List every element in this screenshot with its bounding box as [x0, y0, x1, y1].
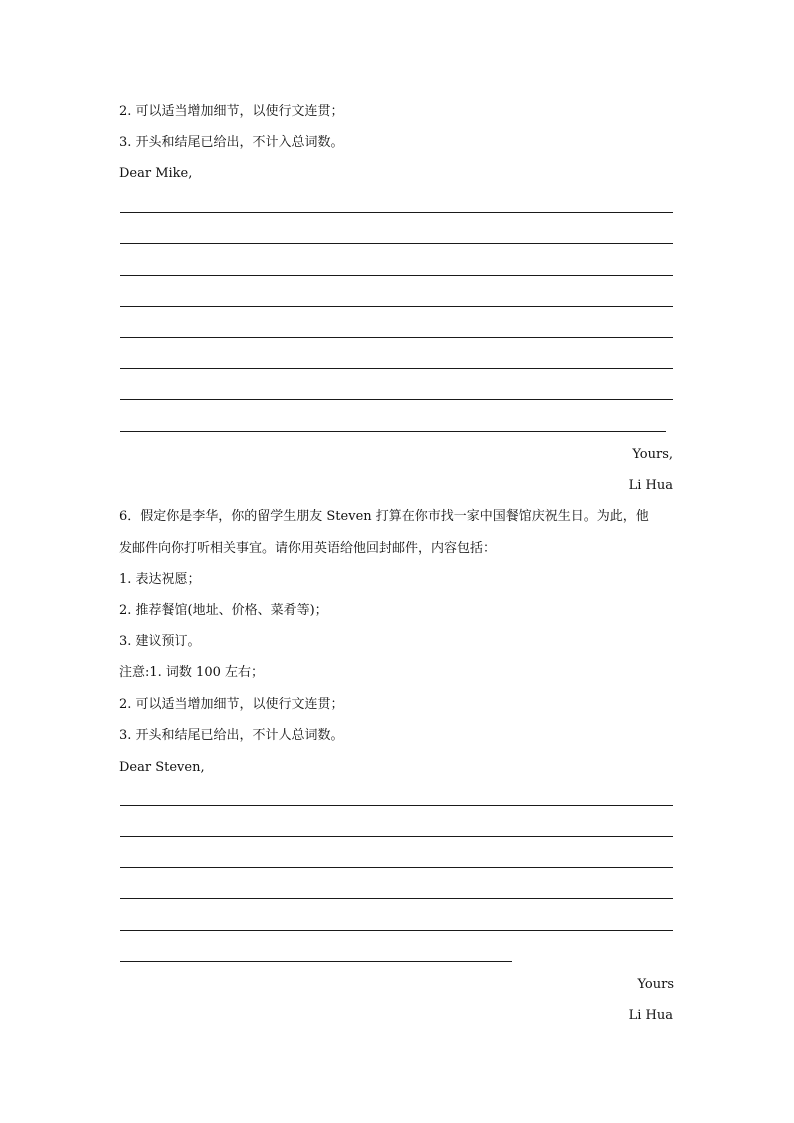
- section6-closing: Yours: [637, 977, 674, 992]
- writing-line: [120, 243, 673, 244]
- section6-requirement-2: 2. 推荐餐馆(地址、价格、菜肴等)；: [119, 603, 328, 618]
- writing-line: [120, 961, 512, 962]
- section6-prompt-line-2: 发邮件向你打听相关事宜。请你用英语给他回封邮件，内容包括：: [119, 541, 497, 556]
- writing-line: [120, 212, 673, 213]
- writing-line: [120, 275, 673, 276]
- writing-line: [120, 368, 673, 369]
- section6-requirement-3: 3. 建议预订。: [119, 634, 201, 649]
- section5-signature: Li Hua: [628, 478, 673, 493]
- section5-note-3: 3. 开头和结尾已给出，不计入总词数。: [119, 135, 344, 150]
- section6-note-2: 2. 可以适当增加细节，以使行文连贯；: [119, 697, 344, 712]
- section6-prompt-line-1: 6．假定你是李华，你的留学生朋友 Steven 打算在你市找一家中国餐馆庆祝生日。为此，他: [119, 509, 649, 524]
- writing-line: [120, 836, 673, 837]
- section6-note-3: 3. 开头和结尾已给出，不计人总词数。: [119, 728, 344, 743]
- writing-line: [120, 805, 673, 806]
- section6-note-1: 注意:1. 词数 100 左右；: [119, 665, 264, 680]
- section6-greeting: Dear Steven,: [119, 760, 205, 775]
- section6-requirement-1: 1. 表达祝愿；: [119, 572, 201, 587]
- writing-line: [120, 399, 673, 400]
- writing-line: [120, 867, 673, 868]
- writing-line: [120, 337, 673, 338]
- section5-greeting: Dear Mike,: [119, 166, 193, 181]
- writing-line: [120, 930, 673, 931]
- writing-line: [120, 431, 666, 432]
- section6-signature: Li Hua: [628, 1008, 673, 1023]
- section5-closing: Yours,: [632, 447, 673, 462]
- writing-line: [120, 898, 673, 899]
- writing-line: [120, 306, 673, 307]
- section5-note-2: 2. 可以适当增加细节，以使行文连贯；: [119, 104, 344, 119]
